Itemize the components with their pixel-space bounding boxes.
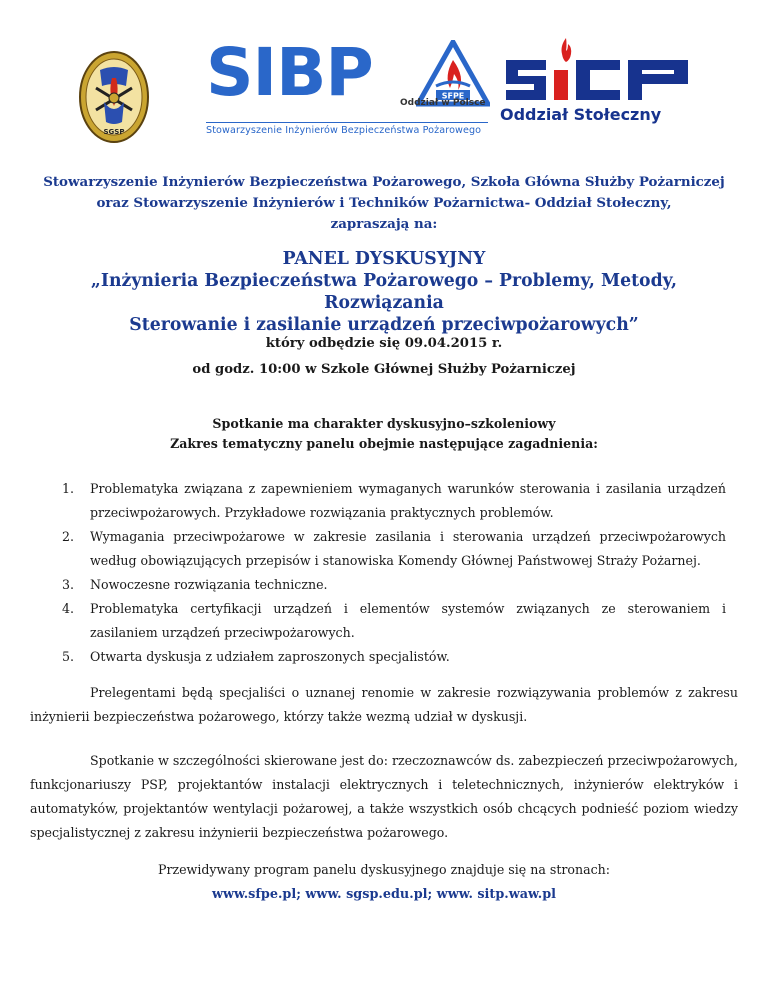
sgsp-logo-text: SGSP — [103, 128, 125, 136]
event-date: który odbędzie się 09.04.2015 r. — [265, 336, 503, 351]
sfpe-mark-text: SFPE — [441, 91, 465, 101]
sibp-logo-letters: SIBP — [206, 34, 373, 111]
organizers-heading — [40, 172, 728, 235]
sibp-full-name: Stowarzyszenie Inżynierów Bezpieczeństwa Pożarowego — [206, 122, 488, 136]
panel-title-line-2: „Inżynieria Bezpieczeństwa Pożarowego – Problemy, Metody, Rozwiązania — [90, 271, 678, 313]
list-item — [62, 597, 726, 645]
speakers-paragraph — [30, 681, 738, 729]
panel-title — [30, 248, 738, 336]
audience-text: Spotkanie w szczególności skierowane jest do: rzeczoznawców ds. zabezpieczeń przeciwpożarowych, funkcjonariuszy PSP, projektantów instalacji elektrycznych i teletechnicznych, inżynierów elektryków i automatyków, projektantów wentylacji pożarowej, a także wszystkich osób chcących podnieść poziom wiedzy specjalistycznej z zakresu inżynierii bezpieczeństwa pożarowego. — [30, 753, 738, 840]
program-info: Przewidywany program panelu dyskusyjnego znajduje się na stronach: — [157, 862, 611, 877]
flame-icon — [558, 38, 574, 64]
logo-row — [0, 34, 768, 148]
panel-title-line-1: PANEL DYSKUSYJNY — [282, 249, 486, 269]
topics-list — [62, 477, 726, 669]
sitp-logo — [500, 42, 696, 132]
list-item-number: 3. — [62, 577, 75, 592]
organizers-line-1: Stowarzyszenie Inżynierów Bezpieczeństwa Pożarowego, Szkoła Główna Służby Pożarniczej — [43, 174, 725, 190]
list-item — [62, 645, 726, 669]
organizers-line-3: zapraszają na: — [330, 216, 438, 232]
meeting-info — [40, 414, 728, 454]
audience-paragraph — [30, 749, 738, 845]
list-item-text: Otwarta dyskusja z udziałem zaproszonych specjalistów. — [90, 649, 450, 664]
sitp-letters-mark — [502, 56, 692, 104]
event-time-place: od godz. 10:00 w Szkole Głównej Służby Pożarniczej — [192, 362, 576, 377]
sitp-branch-text: Oddział Stołeczny — [500, 105, 662, 124]
sibp-branch-text: Oddział w Polsce — [400, 98, 486, 108]
list-item — [62, 477, 726, 525]
list-item — [62, 525, 726, 573]
list-item-number: 4. — [62, 601, 75, 616]
list-item-number: 2. — [62, 529, 75, 544]
organizers-line-2: oraz Stowarzyszenie Inżynierów i Techników Pożarnictwa- Oddział Stołeczny, — [96, 195, 672, 211]
meeting-scope: Zakres tematyczny panelu obejmie następujące zagadnienia: — [170, 436, 598, 451]
meeting-character: Spotkanie ma charakter dyskusyjno–szkoleniowy — [212, 416, 556, 431]
sgsp-emblem-logo — [78, 50, 150, 144]
list-item-text: Problematyka związana z zapewnieniem wymaganych warunków sterowania i zasilania urządzeń przeciwpożarowych. Przykładowe rozwiązania praktycznych problemów. — [90, 481, 726, 520]
list-item-number: 5. — [62, 649, 75, 664]
list-item-text: Problematyka certyfikacji urządzeń i elementów systemów związanych ze sterowaniem i zasilaniem urządzeń przeciwpożarowych. — [90, 601, 726, 640]
panel-title-line-3: Sterowanie i zasilanie urządzeń przeciwpożarowych” — [129, 315, 639, 335]
website-links[interactable]: www.sfpe.pl; www. sgsp.edu.pl; www. sitp.waw.pl — [211, 887, 557, 902]
list-item-number: 1. — [62, 481, 75, 496]
sibp-logo — [206, 34, 488, 140]
list-item — [62, 573, 726, 597]
list-item-text: Wymagania przeciwpożarowe w zakresie zasilania i sterowania urządzeń przeciwpożarowych według obowiązujących przepisów i stanowiska Komendy Głównej Państwowej Straży Pożarnej. — [90, 529, 726, 568]
list-item-text: Nowoczesne rozwiązania techniczne. — [90, 577, 328, 592]
speakers-text: Prelegentami będą specjaliści o uznanej renomie w zakresie rozwiązywania problemów z zakresu inżynierii bezpieczeństwa pożarowego, którzy także wezmą udział w dyskusji. — [30, 685, 738, 724]
